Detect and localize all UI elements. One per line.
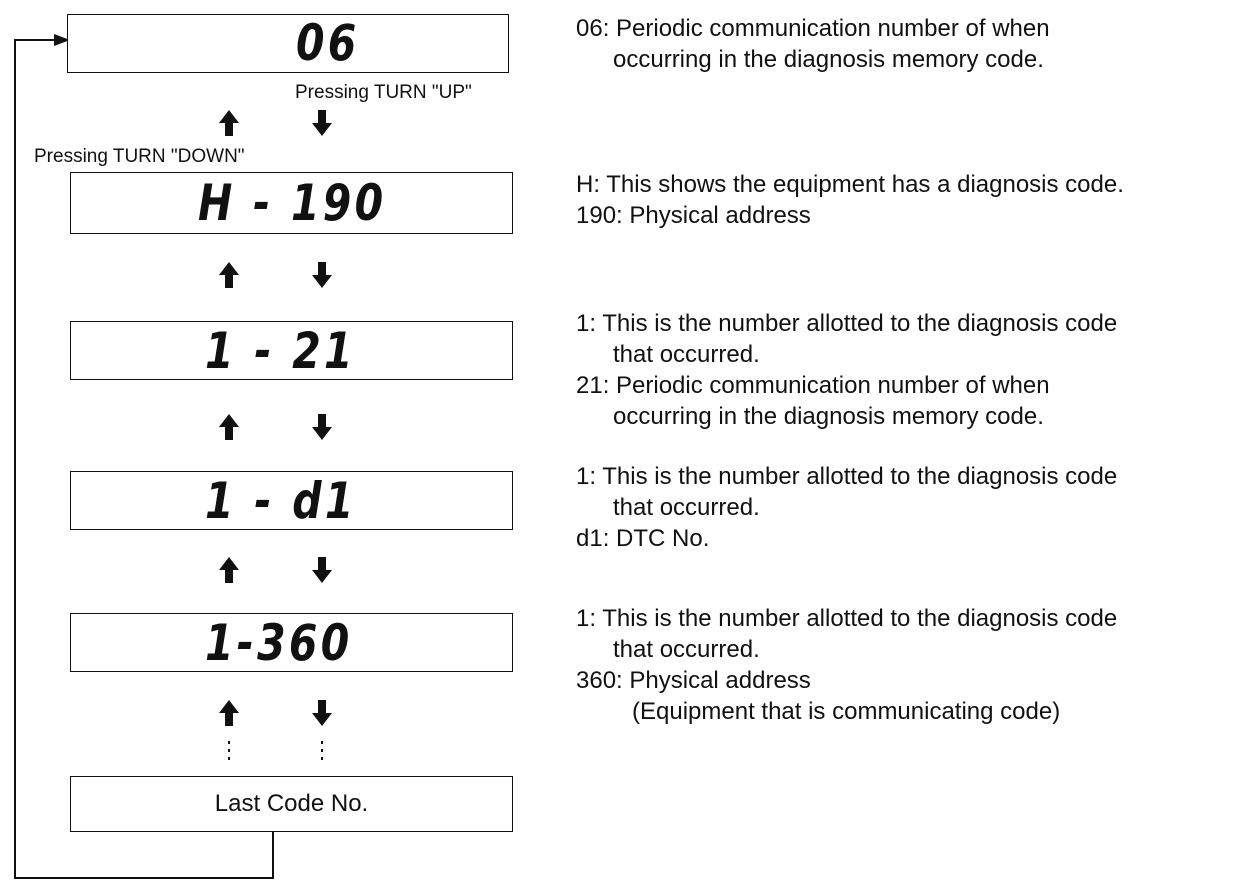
description-h-190	[576, 169, 1124, 231]
display-h-190	[70, 172, 513, 234]
description-line: 360: Physical address	[576, 667, 811, 694]
down-arrow-icon	[312, 700, 332, 726]
display-06	[67, 14, 509, 73]
description-line: that occurred.	[613, 494, 760, 521]
up-arrow-icon	[219, 700, 239, 726]
down-arrow-icon	[312, 557, 332, 583]
up-arrow-icon	[219, 414, 239, 440]
description-line: that occurred.	[613, 341, 760, 368]
down-arrow-icon	[312, 110, 332, 136]
description-line: 1: This is the number allotted to the diagnosis code	[576, 463, 1118, 490]
arrow-pair-3	[219, 414, 332, 440]
up-arrow-icon	[219, 557, 239, 583]
display-1-21	[70, 321, 513, 380]
continuation-dots-left	[228, 741, 230, 760]
arrow-pair-5	[219, 700, 332, 726]
display-code: 1-360	[205, 614, 353, 672]
down-arrow-icon	[312, 414, 332, 440]
up-arrow-icon	[219, 110, 239, 136]
display-code: 06	[296, 14, 360, 72]
display-1-360	[70, 613, 513, 672]
description-1-360	[576, 603, 1117, 727]
description-1-d1	[576, 461, 1117, 554]
arrow-pair-4	[219, 557, 332, 583]
description-line: 190: Physical address	[576, 202, 811, 229]
up-arrow-icon	[219, 262, 239, 288]
description-06	[576, 13, 1050, 75]
down-arrow-icon	[312, 262, 332, 288]
description-line: 06: Periodic communication number of when	[576, 15, 1050, 42]
last-code-label: Last Code No.	[214, 790, 369, 817]
description-line: 1: This is the number allotted to the diagnosis code	[576, 310, 1118, 337]
description-line: 21: Periodic communication number of when	[576, 372, 1050, 399]
turn-down-label: Pressing TURN "DOWN"	[34, 146, 245, 167]
display-code: 1 - 21	[205, 322, 356, 380]
description-line: H: This shows the equipment has a diagnosis code.	[576, 171, 1124, 198]
turn-up-label: Pressing TURN "UP"	[295, 82, 472, 103]
description-line: 1: This is the number allotted to the diagnosis code	[576, 605, 1118, 632]
description-line: (Equipment that is communicating code)	[632, 698, 1061, 725]
display-code: 1 - d1	[205, 472, 357, 530]
description-1-21	[576, 308, 1117, 432]
display-1-d1	[70, 471, 513, 530]
display-code: H - 190	[198, 174, 387, 232]
arrow-pair-2	[219, 262, 332, 288]
arrow-pair-1	[219, 110, 332, 136]
last-code-box	[70, 776, 513, 832]
description-line: occurring in the diagnosis memory code.	[613, 46, 1044, 73]
description-line: that occurred.	[613, 636, 760, 663]
continuation-dots-right	[321, 741, 323, 760]
description-line: occurring in the diagnosis memory code.	[613, 403, 1044, 430]
description-line: d1: DTC No.	[576, 525, 710, 552]
